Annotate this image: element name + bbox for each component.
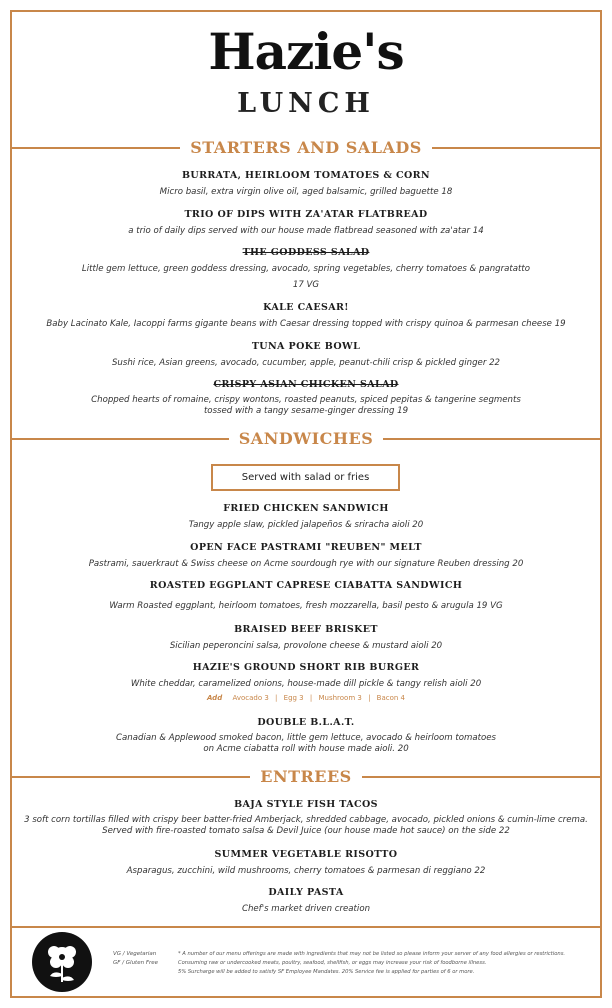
- menu-item: [14, 662, 598, 702]
- menu-item: [14, 799, 598, 837]
- section-title-entrees: ENTREES: [0, 767, 612, 786]
- item-description: Chef's market driven creation: [241, 904, 371, 914]
- add-on-item: Egg 3: [283, 694, 304, 702]
- item-description: Sicilian peperoncini salsa, provolone cheese & mustard aioli 20: [169, 641, 443, 651]
- poppy-flower-logo-icon: [32, 932, 92, 992]
- item-description: Chopped hearts of romaine, crispy wontons, roasted peanuts, spiced pepitas & tangerine segments tossed with a tangy sesame-ginger dressing 19: [91, 395, 521, 416]
- add-on-item: Avocado 3: [232, 694, 269, 702]
- menu-item: [14, 887, 598, 915]
- item-description: Little gem lettuce, green goddess dressing, avocado, spring vegetables, cherry tomatoes & pangratatto 17 VG: [81, 264, 531, 290]
- item-description: Sushi rice, Asian greens, avocado, cucumber, apple, peanut-chili crisp & pickled ginger 22: [111, 358, 501, 368]
- item-name: SUMMER VEGETABLE RISOTTO: [214, 849, 398, 860]
- add-ons-label: Add: [206, 694, 223, 702]
- item-name: ROASTED EGGPLANT CAPRESE CIABATTA SANDWICH: [149, 580, 463, 591]
- menu-item: [14, 503, 598, 531]
- item-name: TUNA POKE BOWL: [251, 341, 361, 352]
- item-description: a trio of daily dips served with our house made flatbread seasoned with za'atar 14: [128, 226, 484, 236]
- add-on-item: Mushroom 3: [318, 694, 362, 702]
- menu-item: [14, 170, 598, 198]
- dietary-legend: VG / Vegetarian GF / Gluten Free: [113, 951, 159, 966]
- item-name-unavailable: THE GODDESS SALAD: [242, 247, 370, 258]
- item-name: TRIO OF DIPS WITH ZA'ATAR FLATBREAD: [184, 209, 428, 220]
- item-name: DOUBLE B.L.A.T.: [257, 717, 355, 728]
- item-description: Tangy apple slaw, pickled jalapeños & sriracha aioli 20: [188, 520, 424, 530]
- footer-divider: [12, 926, 600, 928]
- item-name: FRIED CHICKEN SANDWICH: [223, 503, 389, 514]
- disclaimer-text: * A number of our menu offerings are made with ingredients that may not be listed so please inform your server of any food allergies or restrictions. Consuming raw or undercooked meats, poultry, seafood, shellfish, or eggs may increase your risk of foodborne illness. 5% Surcharge will be added to satisfy SF Employee Mandates. 20% Service fee is applied for parties of 6 or more.: [178, 951, 566, 975]
- item-name: OPEN FACE PASTRAMI "REUBEN" MELT: [190, 542, 422, 553]
- item-description: Micro basil, extra virgin olive oil, aged balsamic, grilled baguette 18: [159, 187, 453, 197]
- served-with-note: Served with salad or fries: [211, 464, 400, 491]
- item-description: 3 soft corn tortillas filled with crispy beer batter-fried Amberjack, shredded cabbage, avocado, pickled onions & cumin-lime crema. Served with fire-roasted tomato salsa & Devil Juice (our house made hot sauce) on the side 22: [24, 815, 588, 836]
- menu-item: [14, 624, 598, 652]
- item-name: KALE CAESAR!: [263, 302, 349, 313]
- menu-item: [14, 379, 598, 417]
- menu-item: [14, 717, 598, 755]
- add-on-item: Bacon 4: [376, 694, 405, 702]
- item-description: Pastrami, sauerkraut & Swiss cheese on Acme sourdough rye with our signature Reuben dressing 20: [88, 559, 524, 569]
- section-title-sandwiches: SANDWICHES: [0, 429, 612, 448]
- burger-add-ons: Add Avocado 3 | Egg 3 | Mushroom 3 | Bacon 4: [206, 694, 405, 702]
- menu-title: LUNCH: [237, 88, 375, 119]
- section-title-starters: STARTERS AND SALADS: [0, 138, 612, 157]
- item-description: Warm Roasted eggplant, heirloom tomatoes, fresh mozzarella, basil pesto & arugula 19 VG: [109, 601, 503, 611]
- item-description: White cheddar, caramelized onions, house-made dill pickle & tangy relish aioli 20: [130, 679, 482, 689]
- menu-item: [14, 849, 598, 877]
- menu-item: [14, 580, 598, 612]
- item-name: BRAISED BEEF BRISKET: [234, 624, 378, 635]
- item-name: BURRATA, HEIRLOOM TOMATOES & CORN: [181, 170, 431, 181]
- item-name: BAJA STYLE FISH TACOS: [234, 799, 378, 810]
- menu-item: [14, 341, 598, 369]
- item-name: DAILY PASTA: [268, 887, 344, 898]
- item-name-unavailable: CRISPY ASIAN CHICKEN SALAD: [213, 379, 399, 390]
- menu-item: [14, 247, 598, 291]
- item-description: Asparagus, zucchini, wild mushrooms, cherry tomatoes & parmesan di reggiano 22: [126, 866, 486, 876]
- item-name: HAZIE'S GROUND SHORT RIB BURGER: [192, 662, 420, 673]
- restaurant-logo-text: Hazie's: [208, 22, 404, 81]
- menu-item: [14, 302, 598, 330]
- menu-item: [14, 209, 598, 237]
- item-description: Canadian & Applewood smoked bacon, little gem lettuce, avocado & heirloom tomatoes on Acme ciabatta roll with house made aioli. 20: [116, 733, 496, 754]
- item-description: Baby Lacinato Kale, Iacoppi farms gigante beans with Caesar dressing topped with crispy quinoa & parmesan cheese 19: [46, 319, 566, 329]
- menu-item: [14, 542, 598, 570]
